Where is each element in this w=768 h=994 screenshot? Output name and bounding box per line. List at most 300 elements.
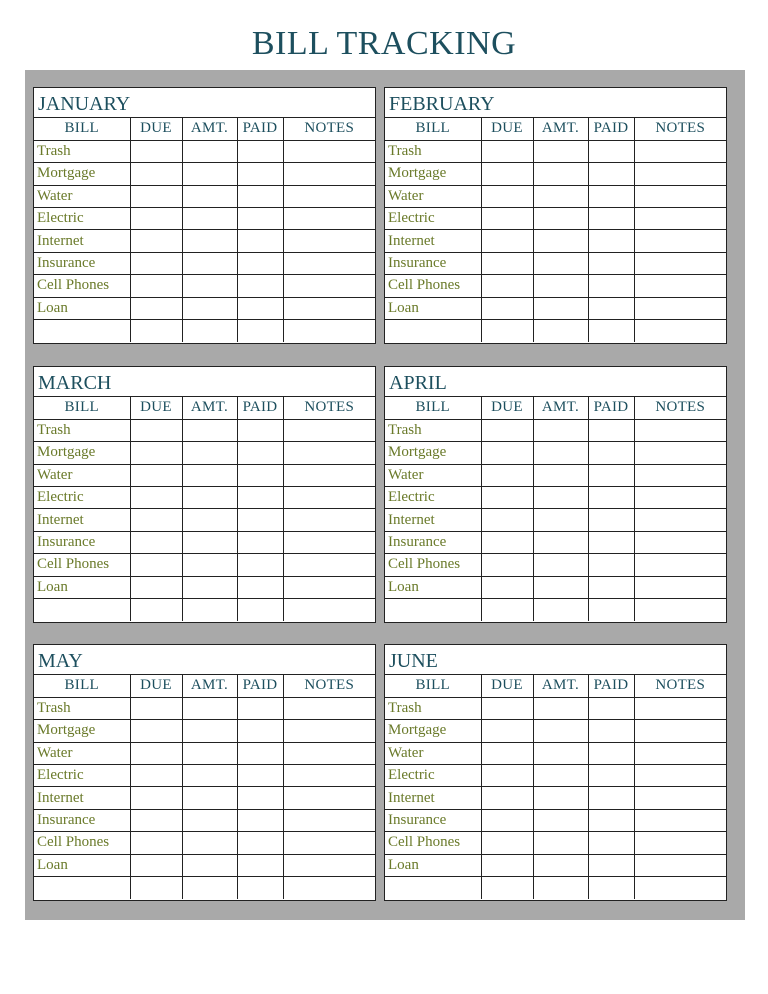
notes-cell[interactable] <box>634 297 726 319</box>
due-cell[interactable] <box>130 531 182 553</box>
notes-cell[interactable] <box>634 140 726 162</box>
bill-name: Loan <box>34 854 130 876</box>
notes-cell[interactable] <box>283 230 375 252</box>
due-cell[interactable] <box>130 697 182 719</box>
paid-cell[interactable] <box>588 509 634 531</box>
bill-row <box>34 509 375 531</box>
notes-cell[interactable] <box>283 599 375 621</box>
amt-cell[interactable] <box>182 599 237 621</box>
amt-cell[interactable] <box>182 487 237 509</box>
column-header-due: DUE <box>481 118 533 140</box>
paid-cell[interactable] <box>588 787 634 809</box>
bill-name: Mortgage <box>34 163 130 185</box>
amt-cell[interactable] <box>182 809 237 831</box>
bill-name: Loan <box>385 297 481 319</box>
paid-cell[interactable] <box>237 487 283 509</box>
due-cell[interactable] <box>130 275 182 297</box>
notes-cell[interactable] <box>283 554 375 576</box>
notes-cell[interactable] <box>634 419 726 441</box>
due-cell[interactable] <box>130 877 182 899</box>
due-cell[interactable] <box>481 697 533 719</box>
amt-cell[interactable] <box>182 877 237 899</box>
amt-cell[interactable] <box>182 252 237 274</box>
due-cell[interactable] <box>481 208 533 230</box>
due-cell[interactable] <box>130 320 182 342</box>
amt-cell[interactable] <box>182 297 237 319</box>
notes-cell[interactable] <box>283 185 375 207</box>
amt-cell[interactable] <box>182 554 237 576</box>
bill-name <box>385 320 481 342</box>
paid-cell[interactable] <box>237 832 283 854</box>
due-cell[interactable] <box>130 163 182 185</box>
paid-cell[interactable] <box>237 531 283 553</box>
month-title: JANUARY <box>34 88 375 118</box>
paid-cell[interactable] <box>237 442 283 464</box>
bill-row <box>34 185 375 207</box>
paid-cell[interactable] <box>588 487 634 509</box>
paid-cell[interactable] <box>237 742 283 764</box>
notes-cell[interactable] <box>634 320 726 342</box>
due-cell[interactable] <box>481 252 533 274</box>
due-cell[interactable] <box>481 163 533 185</box>
notes-cell[interactable] <box>634 509 726 531</box>
notes-cell[interactable] <box>283 877 375 899</box>
paid-cell[interactable] <box>588 531 634 553</box>
paid-cell[interactable] <box>237 599 283 621</box>
notes-cell[interactable] <box>283 854 375 876</box>
amt-cell[interactable] <box>533 697 588 719</box>
paid-cell[interactable] <box>588 599 634 621</box>
amt-cell[interactable] <box>533 320 588 342</box>
bill-table <box>385 397 726 621</box>
bill-row <box>34 419 375 441</box>
paid-cell[interactable] <box>588 832 634 854</box>
due-cell[interactable] <box>130 464 182 486</box>
paid-cell[interactable] <box>588 554 634 576</box>
bill-row <box>34 140 375 162</box>
paid-cell[interactable] <box>588 877 634 899</box>
bill-row <box>385 531 726 553</box>
due-cell[interactable] <box>481 531 533 553</box>
amt-cell[interactable] <box>182 320 237 342</box>
amt-cell[interactable] <box>533 877 588 899</box>
amt-cell[interactable] <box>533 297 588 319</box>
amt-cell[interactable] <box>533 531 588 553</box>
paid-cell[interactable] <box>237 163 283 185</box>
column-header-notes: NOTES <box>634 397 726 419</box>
paid-cell[interactable] <box>588 576 634 598</box>
notes-cell[interactable] <box>634 275 726 297</box>
notes-cell[interactable] <box>283 509 375 531</box>
due-cell[interactable] <box>130 442 182 464</box>
month-title: JUNE <box>385 645 726 675</box>
paid-cell[interactable] <box>588 419 634 441</box>
bill-row <box>385 854 726 876</box>
due-cell[interactable] <box>130 787 182 809</box>
column-header-bill: BILL <box>34 118 130 140</box>
amt-cell[interactable] <box>182 832 237 854</box>
month-block-march <box>33 366 376 623</box>
due-cell[interactable] <box>481 787 533 809</box>
bill-row <box>385 185 726 207</box>
amt-cell[interactable] <box>182 854 237 876</box>
paid-cell[interactable] <box>588 464 634 486</box>
month-title: MAY <box>34 645 375 675</box>
bill-name: Mortgage <box>385 163 481 185</box>
month-block-may <box>33 644 376 901</box>
header-row <box>385 397 726 419</box>
notes-cell[interactable] <box>634 208 726 230</box>
due-cell[interactable] <box>130 230 182 252</box>
notes-cell[interactable] <box>283 419 375 441</box>
notes-cell[interactable] <box>634 531 726 553</box>
due-cell[interactable] <box>481 765 533 787</box>
amt-cell[interactable] <box>182 765 237 787</box>
bill-name: Cell Phones <box>385 554 481 576</box>
amt-cell[interactable] <box>533 275 588 297</box>
due-cell[interactable] <box>481 809 533 831</box>
due-cell[interactable] <box>130 487 182 509</box>
notes-cell[interactable] <box>283 163 375 185</box>
amt-cell[interactable] <box>533 442 588 464</box>
column-header-due: DUE <box>481 397 533 419</box>
paid-cell[interactable] <box>237 275 283 297</box>
paid-cell[interactable] <box>588 809 634 831</box>
amt-cell[interactable] <box>533 419 588 441</box>
notes-cell[interactable] <box>634 487 726 509</box>
amt-cell[interactable] <box>533 554 588 576</box>
amt-cell[interactable] <box>182 419 237 441</box>
amt-cell[interactable] <box>182 697 237 719</box>
notes-cell[interactable] <box>283 531 375 553</box>
notes-cell[interactable] <box>283 252 375 274</box>
amt-cell[interactable] <box>182 275 237 297</box>
amt-cell[interactable] <box>533 765 588 787</box>
bill-row <box>385 720 726 742</box>
header-row <box>385 675 726 697</box>
bill-row <box>34 252 375 274</box>
due-cell[interactable] <box>130 554 182 576</box>
notes-cell[interactable] <box>283 275 375 297</box>
notes-cell[interactable] <box>634 854 726 876</box>
paid-cell[interactable] <box>237 554 283 576</box>
bill-row <box>34 599 375 621</box>
bill-name <box>34 877 130 899</box>
notes-cell[interactable] <box>283 765 375 787</box>
notes-cell[interactable] <box>634 576 726 598</box>
bill-table <box>385 675 726 899</box>
due-cell[interactable] <box>130 576 182 598</box>
bill-name: Loan <box>34 576 130 598</box>
due-cell[interactable] <box>481 742 533 764</box>
bill-row <box>34 208 375 230</box>
paid-cell[interactable] <box>237 464 283 486</box>
due-cell[interactable] <box>481 832 533 854</box>
bill-name: Insurance <box>34 531 130 553</box>
amt-cell[interactable] <box>533 832 588 854</box>
due-cell[interactable] <box>130 720 182 742</box>
amt-cell[interactable] <box>533 599 588 621</box>
amt-cell[interactable] <box>182 531 237 553</box>
paid-cell[interactable] <box>237 697 283 719</box>
header-row <box>34 397 375 419</box>
month-title: MARCH <box>34 367 375 397</box>
column-header-due: DUE <box>130 397 182 419</box>
notes-cell[interactable] <box>634 599 726 621</box>
due-cell[interactable] <box>130 742 182 764</box>
due-cell[interactable] <box>130 599 182 621</box>
column-header-bill: BILL <box>34 675 130 697</box>
bill-name: Insurance <box>385 531 481 553</box>
paid-cell[interactable] <box>588 297 634 319</box>
notes-cell[interactable] <box>283 576 375 598</box>
amt-cell[interactable] <box>182 208 237 230</box>
amt-cell[interactable] <box>533 809 588 831</box>
paid-cell[interactable] <box>237 720 283 742</box>
paid-cell[interactable] <box>237 252 283 274</box>
notes-cell[interactable] <box>634 163 726 185</box>
amt-cell[interactable] <box>533 140 588 162</box>
paid-cell[interactable] <box>237 297 283 319</box>
bill-row <box>385 252 726 274</box>
bill-row <box>385 765 726 787</box>
paid-cell[interactable] <box>588 697 634 719</box>
due-cell[interactable] <box>130 765 182 787</box>
paid-cell[interactable] <box>237 419 283 441</box>
header-row <box>385 118 726 140</box>
due-cell[interactable] <box>130 509 182 531</box>
column-header-paid: PAID <box>588 118 634 140</box>
header-row <box>34 118 375 140</box>
paid-cell[interactable] <box>237 230 283 252</box>
amt-cell[interactable] <box>533 185 588 207</box>
bill-row <box>385 419 726 441</box>
paid-cell[interactable] <box>588 442 634 464</box>
bill-row <box>34 576 375 598</box>
bill-name: Mortgage <box>385 442 481 464</box>
bill-table <box>385 118 726 342</box>
due-cell[interactable] <box>130 252 182 274</box>
paid-cell[interactable] <box>237 576 283 598</box>
bill-name: Trash <box>385 140 481 162</box>
bill-row <box>385 442 726 464</box>
amt-cell[interactable] <box>182 509 237 531</box>
notes-cell[interactable] <box>634 809 726 831</box>
paid-cell[interactable] <box>237 787 283 809</box>
notes-cell[interactable] <box>283 208 375 230</box>
due-cell[interactable] <box>481 442 533 464</box>
paid-cell[interactable] <box>237 140 283 162</box>
paid-cell[interactable] <box>237 765 283 787</box>
amt-cell[interactable] <box>182 787 237 809</box>
bill-row <box>34 487 375 509</box>
amt-cell[interactable] <box>533 230 588 252</box>
due-cell[interactable] <box>481 576 533 598</box>
amt-cell[interactable] <box>533 787 588 809</box>
notes-cell[interactable] <box>634 787 726 809</box>
paid-cell[interactable] <box>237 208 283 230</box>
amt-cell[interactable] <box>182 720 237 742</box>
amt-cell[interactable] <box>533 464 588 486</box>
bill-row <box>34 442 375 464</box>
bill-name: Cell Phones <box>385 832 481 854</box>
due-cell[interactable] <box>481 297 533 319</box>
amt-cell[interactable] <box>182 742 237 764</box>
bill-row <box>385 787 726 809</box>
amt-cell[interactable] <box>533 576 588 598</box>
amt-cell[interactable] <box>182 230 237 252</box>
amt-cell[interactable] <box>533 720 588 742</box>
bill-row <box>34 531 375 553</box>
due-cell[interactable] <box>481 320 533 342</box>
bill-row <box>385 599 726 621</box>
amt-cell[interactable] <box>533 163 588 185</box>
notes-cell[interactable] <box>634 464 726 486</box>
bill-row <box>385 140 726 162</box>
month-block-april <box>384 366 727 623</box>
paid-cell[interactable] <box>588 140 634 162</box>
month-title: FEBRUARY <box>385 88 726 118</box>
notes-cell[interactable] <box>634 554 726 576</box>
notes-cell[interactable] <box>634 832 726 854</box>
notes-cell[interactable] <box>283 809 375 831</box>
notes-cell[interactable] <box>283 320 375 342</box>
paid-cell[interactable] <box>588 208 634 230</box>
due-cell[interactable] <box>481 275 533 297</box>
due-cell[interactable] <box>130 140 182 162</box>
due-cell[interactable] <box>481 554 533 576</box>
bill-name: Water <box>34 742 130 764</box>
notes-cell[interactable] <box>283 464 375 486</box>
bill-name: Internet <box>34 230 130 252</box>
paid-cell[interactable] <box>588 252 634 274</box>
paid-cell[interactable] <box>588 854 634 876</box>
due-cell[interactable] <box>481 185 533 207</box>
notes-cell[interactable] <box>634 230 726 252</box>
bill-name <box>34 320 130 342</box>
notes-cell[interactable] <box>634 720 726 742</box>
notes-cell[interactable] <box>634 697 726 719</box>
notes-cell[interactable] <box>283 442 375 464</box>
notes-cell[interactable] <box>283 140 375 162</box>
due-cell[interactable] <box>481 464 533 486</box>
due-cell[interactable] <box>481 419 533 441</box>
bill-row <box>34 464 375 486</box>
month-block-january <box>33 87 376 344</box>
notes-cell[interactable] <box>283 297 375 319</box>
due-cell[interactable] <box>130 185 182 207</box>
amt-cell[interactable] <box>182 464 237 486</box>
notes-cell[interactable] <box>283 832 375 854</box>
due-cell[interactable] <box>481 140 533 162</box>
notes-cell[interactable] <box>283 697 375 719</box>
notes-cell[interactable] <box>634 442 726 464</box>
amt-cell[interactable] <box>182 140 237 162</box>
bill-name: Internet <box>385 787 481 809</box>
amt-cell[interactable] <box>533 509 588 531</box>
notes-cell[interactable] <box>634 877 726 899</box>
due-cell[interactable] <box>130 809 182 831</box>
bill-name: Insurance <box>385 252 481 274</box>
paid-cell[interactable] <box>588 742 634 764</box>
notes-cell[interactable] <box>634 185 726 207</box>
amt-cell[interactable] <box>182 442 237 464</box>
column-header-due: DUE <box>130 118 182 140</box>
bill-row <box>34 765 375 787</box>
column-header-notes: NOTES <box>283 675 375 697</box>
notes-cell[interactable] <box>634 742 726 764</box>
amt-cell[interactable] <box>182 576 237 598</box>
due-cell[interactable] <box>130 419 182 441</box>
amt-cell[interactable] <box>182 163 237 185</box>
paid-cell[interactable] <box>237 854 283 876</box>
paid-cell[interactable] <box>588 230 634 252</box>
notes-cell[interactable] <box>283 487 375 509</box>
bill-row <box>385 275 726 297</box>
amt-cell[interactable] <box>533 252 588 274</box>
column-header-due: DUE <box>130 675 182 697</box>
due-cell[interactable] <box>481 720 533 742</box>
due-cell[interactable] <box>481 599 533 621</box>
due-cell[interactable] <box>481 487 533 509</box>
notes-cell[interactable] <box>283 742 375 764</box>
bill-row <box>385 487 726 509</box>
due-cell[interactable] <box>481 509 533 531</box>
paid-cell[interactable] <box>237 877 283 899</box>
due-cell[interactable] <box>130 832 182 854</box>
notes-cell[interactable] <box>283 787 375 809</box>
bill-row <box>34 275 375 297</box>
column-header-due: DUE <box>481 675 533 697</box>
paid-cell[interactable] <box>588 765 634 787</box>
due-cell[interactable] <box>130 854 182 876</box>
amt-cell[interactable] <box>533 854 588 876</box>
column-header-notes: NOTES <box>634 675 726 697</box>
bill-row <box>34 697 375 719</box>
paid-cell[interactable] <box>588 720 634 742</box>
paid-cell[interactable] <box>237 809 283 831</box>
bill-name: Cell Phones <box>34 832 130 854</box>
paid-cell[interactable] <box>588 320 634 342</box>
due-cell[interactable] <box>130 208 182 230</box>
due-cell[interactable] <box>481 854 533 876</box>
due-cell[interactable] <box>130 297 182 319</box>
amt-cell[interactable] <box>533 208 588 230</box>
due-cell[interactable] <box>481 230 533 252</box>
paid-cell[interactable] <box>588 275 634 297</box>
amt-cell[interactable] <box>182 185 237 207</box>
paid-cell[interactable] <box>237 509 283 531</box>
notes-cell[interactable] <box>283 720 375 742</box>
column-header-amt: AMT. <box>182 397 237 419</box>
notes-cell[interactable] <box>634 765 726 787</box>
column-header-notes: NOTES <box>283 118 375 140</box>
bill-row <box>34 230 375 252</box>
paid-cell[interactable] <box>588 163 634 185</box>
column-header-bill: BILL <box>385 675 481 697</box>
column-header-bill: BILL <box>34 397 130 419</box>
paid-cell[interactable] <box>237 185 283 207</box>
bill-row <box>385 554 726 576</box>
paid-cell[interactable] <box>588 185 634 207</box>
amt-cell[interactable] <box>533 742 588 764</box>
amt-cell[interactable] <box>533 487 588 509</box>
notes-cell[interactable] <box>634 252 726 274</box>
paid-cell[interactable] <box>237 320 283 342</box>
bill-table <box>34 118 375 342</box>
due-cell[interactable] <box>481 877 533 899</box>
header-row <box>34 675 375 697</box>
